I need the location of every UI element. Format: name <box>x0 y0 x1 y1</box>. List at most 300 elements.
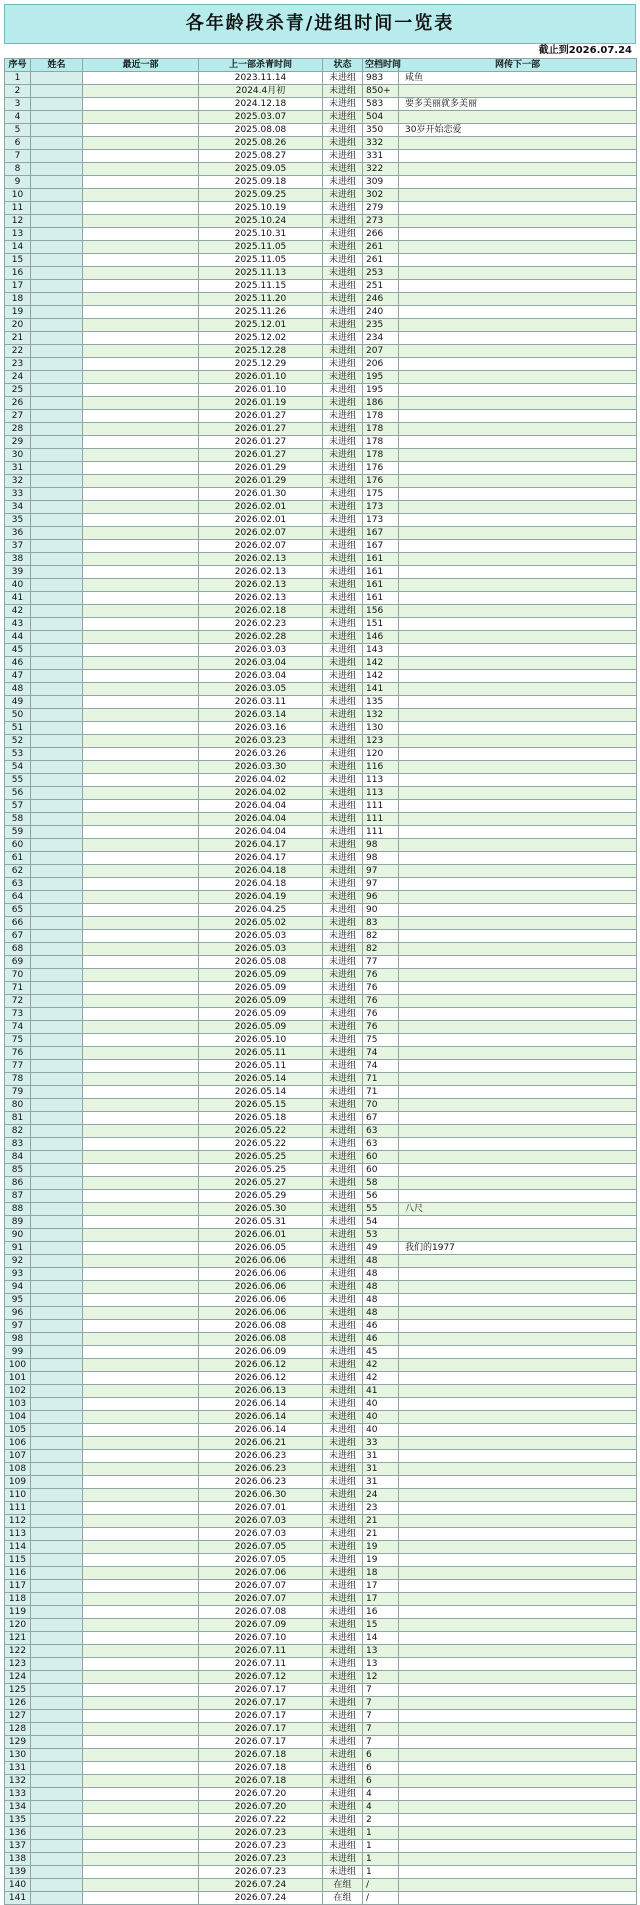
row-no: 23 <box>5 358 31 371</box>
header-name: 姓名 <box>31 59 83 72</box>
row-status: 未进组 <box>323 1489 363 1502</box>
table-row <box>5 1164 637 1177</box>
row-status: 未进组 <box>323 1801 363 1814</box>
row-name <box>31 1216 83 1229</box>
row-no: 13 <box>5 228 31 241</box>
row-gap-days: 70 <box>363 1099 399 1112</box>
row-status: 未进组 <box>323 1775 363 1788</box>
row-next-drama <box>399 449 637 462</box>
row-no: 47 <box>5 670 31 683</box>
row-status: 未进组 <box>323 358 363 371</box>
table-row <box>5 1827 637 1840</box>
row-no: 79 <box>5 1086 31 1099</box>
row-next-drama <box>399 267 637 280</box>
header-status: 状态 <box>323 59 363 72</box>
table-row <box>5 631 637 644</box>
row-no: 4 <box>5 111 31 124</box>
table-row <box>5 709 637 722</box>
row-gap-days: 167 <box>363 527 399 540</box>
row-status: 未进组 <box>323 423 363 436</box>
row-recent-drama <box>83 904 199 917</box>
row-recent-drama <box>83 1307 199 1320</box>
row-recent-drama <box>83 1216 199 1229</box>
row-next-drama <box>399 644 637 657</box>
row-status: 未进组 <box>323 1021 363 1034</box>
row-status: 未进组 <box>323 475 363 488</box>
row-recent-drama <box>83 1697 199 1710</box>
table-row <box>5 1398 637 1411</box>
row-recent-drama <box>83 280 199 293</box>
row-recent-drama <box>83 1112 199 1125</box>
row-name <box>31 1528 83 1541</box>
row-name <box>31 1242 83 1255</box>
table-row <box>5 1502 637 1515</box>
row-status: 未进组 <box>323 371 363 384</box>
row-next-drama <box>399 527 637 540</box>
row-name <box>31 1476 83 1489</box>
row-gap-days: 33 <box>363 1437 399 1450</box>
row-name <box>31 1736 83 1749</box>
row-name <box>31 280 83 293</box>
row-next-drama <box>399 85 637 98</box>
row-wrap-date: 2026.06.23 <box>199 1476 323 1489</box>
row-wrap-date: 2026.06.21 <box>199 1437 323 1450</box>
row-status: 未进组 <box>323 1164 363 1177</box>
row-recent-drama <box>83 1151 199 1164</box>
row-gap-days: 178 <box>363 449 399 462</box>
row-gap-days: 246 <box>363 293 399 306</box>
row-gap-days: 7 <box>363 1710 399 1723</box>
row-recent-drama <box>83 1034 199 1047</box>
row-recent-drama <box>83 1762 199 1775</box>
row-no: 93 <box>5 1268 31 1281</box>
row-wrap-date: 2026.06.30 <box>199 1489 323 1502</box>
row-recent-drama <box>83 1684 199 1697</box>
table-row <box>5 618 637 631</box>
row-wrap-date: 2026.06.08 <box>199 1320 323 1333</box>
row-next-drama <box>399 1749 637 1762</box>
table-row <box>5 1372 637 1385</box>
row-next-drama <box>399 982 637 995</box>
row-next-drama <box>399 761 637 774</box>
row-next-drama <box>399 657 637 670</box>
row-name <box>31 1814 83 1827</box>
row-name <box>31 371 83 384</box>
row-wrap-date: 2026.03.14 <box>199 709 323 722</box>
row-name <box>31 1801 83 1814</box>
row-gap-days: 178 <box>363 410 399 423</box>
table-row <box>5 1281 637 1294</box>
row-wrap-date: 2026.05.27 <box>199 1177 323 1190</box>
row-no: 37 <box>5 540 31 553</box>
row-next-drama <box>399 943 637 956</box>
row-no: 11 <box>5 202 31 215</box>
row-next-drama <box>399 995 637 1008</box>
row-gap-days: 40 <box>363 1424 399 1437</box>
row-name <box>31 839 83 852</box>
row-name <box>31 826 83 839</box>
row-no: 136 <box>5 1827 31 1840</box>
row-no: 132 <box>5 1775 31 1788</box>
row-no: 85 <box>5 1164 31 1177</box>
row-no: 92 <box>5 1255 31 1268</box>
row-next-drama: 八尺 <box>399 1203 637 1216</box>
row-gap-days: 56 <box>363 1190 399 1203</box>
row-wrap-date: 2025.09.18 <box>199 176 323 189</box>
row-status: 未进组 <box>323 1554 363 1567</box>
row-status: 未进组 <box>323 540 363 553</box>
row-no: 2 <box>5 85 31 98</box>
table-row <box>5 1684 637 1697</box>
row-status: 未进组 <box>323 865 363 878</box>
row-name <box>31 930 83 943</box>
row-name <box>31 1593 83 1606</box>
row-name <box>31 670 83 683</box>
row-recent-drama <box>83 1255 199 1268</box>
row-no: 81 <box>5 1112 31 1125</box>
row-no: 76 <box>5 1047 31 1060</box>
row-name <box>31 319 83 332</box>
row-status: 未进组 <box>323 1047 363 1060</box>
row-next-drama <box>399 1060 637 1073</box>
row-wrap-date: 2026.07.09 <box>199 1619 323 1632</box>
row-status: 未进组 <box>323 826 363 839</box>
row-recent-drama <box>83 176 199 189</box>
row-no: 54 <box>5 761 31 774</box>
row-wrap-date: 2026.02.13 <box>199 553 323 566</box>
row-gap-days: 195 <box>363 371 399 384</box>
row-status: 未进组 <box>323 1697 363 1710</box>
row-wrap-date: 2026.07.23 <box>199 1853 323 1866</box>
row-wrap-date: 2026.03.04 <box>199 657 323 670</box>
row-wrap-date: 2025.10.24 <box>199 215 323 228</box>
row-gap-days: 302 <box>363 189 399 202</box>
row-name <box>31 1372 83 1385</box>
row-wrap-date: 2026.01.10 <box>199 384 323 397</box>
row-recent-drama <box>83 319 199 332</box>
row-gap-days: 21 <box>363 1515 399 1528</box>
row-gap-days: 173 <box>363 501 399 514</box>
table-row <box>5 1021 637 1034</box>
row-wrap-date: 2026.06.23 <box>199 1450 323 1463</box>
row-no: 122 <box>5 1645 31 1658</box>
row-recent-drama <box>83 163 199 176</box>
row-name <box>31 1203 83 1216</box>
row-no: 56 <box>5 787 31 800</box>
row-no: 31 <box>5 462 31 475</box>
row-gap-days: 77 <box>363 956 399 969</box>
row-gap-days: 46 <box>363 1320 399 1333</box>
row-name <box>31 1151 83 1164</box>
table-row <box>5 228 637 241</box>
row-no: 8 <box>5 163 31 176</box>
row-name <box>31 852 83 865</box>
row-name <box>31 332 83 345</box>
row-status: 未进组 <box>323 683 363 696</box>
row-wrap-date: 2026.07.11 <box>199 1645 323 1658</box>
table-row <box>5 462 637 475</box>
row-status: 未进组 <box>323 163 363 176</box>
row-next-drama <box>399 865 637 878</box>
table-row <box>5 85 637 98</box>
row-name <box>31 1437 83 1450</box>
row-status: 未进组 <box>323 332 363 345</box>
row-gap-days: 175 <box>363 488 399 501</box>
row-gap-days: 156 <box>363 605 399 618</box>
row-gap-days: / <box>363 1892 399 1905</box>
row-name <box>31 774 83 787</box>
row-gap-days: 97 <box>363 878 399 891</box>
row-next-drama <box>399 1151 637 1164</box>
table-row <box>5 189 637 202</box>
table-row <box>5 527 637 540</box>
row-status: 未进组 <box>323 956 363 969</box>
row-next-drama <box>399 254 637 267</box>
row-no: 140 <box>5 1879 31 1892</box>
row-gap-days: 234 <box>363 332 399 345</box>
row-status: 未进组 <box>323 917 363 930</box>
table-row <box>5 1619 637 1632</box>
table-row <box>5 124 637 137</box>
header-next-drama: 网传下一部 <box>399 59 637 72</box>
row-no: 113 <box>5 1528 31 1541</box>
row-status: 未进组 <box>323 501 363 514</box>
row-wrap-date: 2026.06.06 <box>199 1307 323 1320</box>
row-next-drama <box>399 1567 637 1580</box>
row-status: 未进组 <box>323 462 363 475</box>
row-gap-days: 1 <box>363 1866 399 1879</box>
row-gap-days: 132 <box>363 709 399 722</box>
row-wrap-date: 2026.04.17 <box>199 852 323 865</box>
row-status: 未进组 <box>323 1541 363 1554</box>
row-status: 未进组 <box>323 1216 363 1229</box>
row-recent-drama <box>83 1749 199 1762</box>
row-next-drama <box>399 670 637 683</box>
row-status: 未进组 <box>323 1450 363 1463</box>
table-row <box>5 137 637 150</box>
row-recent-drama <box>83 332 199 345</box>
table-row <box>5 371 637 384</box>
row-wrap-date: 2025.08.26 <box>199 137 323 150</box>
row-name <box>31 1294 83 1307</box>
row-status: 未进组 <box>323 1502 363 1515</box>
row-status: 未进组 <box>323 1333 363 1346</box>
row-next-drama <box>399 1177 637 1190</box>
row-recent-drama <box>83 1125 199 1138</box>
row-recent-drama <box>83 1489 199 1502</box>
row-recent-drama <box>83 1229 199 1242</box>
row-no: 62 <box>5 865 31 878</box>
row-next-drama <box>399 332 637 345</box>
table-row <box>5 1580 637 1593</box>
row-no: 1 <box>5 72 31 85</box>
row-gap-days: 48 <box>363 1307 399 1320</box>
row-wrap-date: 2026.05.11 <box>199 1047 323 1060</box>
row-recent-drama <box>83 1060 199 1073</box>
row-status: 未进组 <box>323 1372 363 1385</box>
row-name <box>31 189 83 202</box>
row-next-drama: 咸鱼 <box>399 72 637 85</box>
row-next-drama <box>399 423 637 436</box>
row-wrap-date: 2026.07.22 <box>199 1814 323 1827</box>
row-next-drama <box>399 1190 637 1203</box>
row-status: 未进组 <box>323 254 363 267</box>
row-next-drama <box>399 540 637 553</box>
row-status: 未进组 <box>323 1346 363 1359</box>
table-row <box>5 1879 637 1892</box>
table-row <box>5 1385 637 1398</box>
table-row <box>5 1203 637 1216</box>
row-recent-drama <box>83 995 199 1008</box>
row-no: 17 <box>5 280 31 293</box>
row-wrap-date: 2026.03.23 <box>199 735 323 748</box>
row-status: 未进组 <box>323 319 363 332</box>
row-gap-days: 135 <box>363 696 399 709</box>
row-gap-days: 58 <box>363 1177 399 1190</box>
row-status: 未进组 <box>323 852 363 865</box>
row-gap-days: 40 <box>363 1398 399 1411</box>
row-name <box>31 514 83 527</box>
row-next-drama <box>399 696 637 709</box>
table-row <box>5 449 637 462</box>
row-next-drama <box>399 137 637 150</box>
row-no: 107 <box>5 1450 31 1463</box>
row-recent-drama <box>83 553 199 566</box>
row-gap-days: 76 <box>363 969 399 982</box>
row-name <box>31 98 83 111</box>
row-gap-days: 1 <box>363 1840 399 1853</box>
row-no: 22 <box>5 345 31 358</box>
row-name <box>31 306 83 319</box>
row-next-drama <box>399 514 637 527</box>
row-name <box>31 540 83 553</box>
row-gap-days: 142 <box>363 670 399 683</box>
row-name <box>31 1853 83 1866</box>
row-status: 未进组 <box>323 839 363 852</box>
row-no: 40 <box>5 579 31 592</box>
table-row <box>5 800 637 813</box>
row-next-drama <box>399 1879 637 1892</box>
row-name <box>31 709 83 722</box>
row-name <box>31 1320 83 1333</box>
row-status: 未进组 <box>323 241 363 254</box>
row-status: 未进组 <box>323 670 363 683</box>
row-name <box>31 1697 83 1710</box>
row-gap-days: 71 <box>363 1086 399 1099</box>
row-no: 63 <box>5 878 31 891</box>
row-gap-days: 46 <box>363 1333 399 1346</box>
row-gap-days: 113 <box>363 787 399 800</box>
row-name <box>31 1788 83 1801</box>
row-status: 未进组 <box>323 813 363 826</box>
row-gap-days: 48 <box>363 1255 399 1268</box>
table-row <box>5 865 637 878</box>
row-gap-days: 2 <box>363 1814 399 1827</box>
row-name <box>31 423 83 436</box>
row-next-drama <box>399 1723 637 1736</box>
row-gap-days: 253 <box>363 267 399 280</box>
row-next-drama: 要多美丽就多美丽 <box>399 98 637 111</box>
row-next-drama <box>399 891 637 904</box>
row-name <box>31 1892 83 1905</box>
row-status: 未进组 <box>323 566 363 579</box>
row-no: 89 <box>5 1216 31 1229</box>
row-name <box>31 111 83 124</box>
row-next-drama <box>399 813 637 826</box>
table-row <box>5 1710 637 1723</box>
row-recent-drama <box>83 943 199 956</box>
row-no: 88 <box>5 1203 31 1216</box>
row-gap-days: 96 <box>363 891 399 904</box>
table-row <box>5 280 637 293</box>
row-wrap-date: 2026.05.22 <box>199 1125 323 1138</box>
row-next-drama <box>399 163 637 176</box>
row-status: 未进组 <box>323 1866 363 1879</box>
table-row <box>5 1853 637 1866</box>
row-next-drama <box>399 917 637 930</box>
row-recent-drama <box>83 1723 199 1736</box>
row-recent-drama <box>83 215 199 228</box>
row-next-drama <box>399 176 637 189</box>
row-status: 未进组 <box>323 1060 363 1073</box>
row-status: 未进组 <box>323 1528 363 1541</box>
row-status: 未进组 <box>323 1268 363 1281</box>
row-status: 未进组 <box>323 1411 363 1424</box>
row-next-drama <box>399 384 637 397</box>
row-no: 3 <box>5 98 31 111</box>
row-status: 未进组 <box>323 1385 363 1398</box>
row-status: 未进组 <box>323 1476 363 1489</box>
row-wrap-date: 2026.06.09 <box>199 1346 323 1359</box>
row-name <box>31 1021 83 1034</box>
row-recent-drama <box>83 293 199 306</box>
row-gap-days: 76 <box>363 1008 399 1021</box>
row-next-drama <box>399 1840 637 1853</box>
row-recent-drama <box>83 488 199 501</box>
row-no: 18 <box>5 293 31 306</box>
row-status: 未进组 <box>323 800 363 813</box>
row-wrap-date: 2026.07.03 <box>199 1528 323 1541</box>
table-row <box>5 410 637 423</box>
row-next-drama <box>399 1398 637 1411</box>
row-no: 64 <box>5 891 31 904</box>
row-wrap-date: 2026.07.05 <box>199 1554 323 1567</box>
row-no: 5 <box>5 124 31 137</box>
row-next-drama <box>399 475 637 488</box>
row-recent-drama <box>83 1268 199 1281</box>
row-gap-days: 98 <box>363 839 399 852</box>
row-status: 未进组 <box>323 969 363 982</box>
row-status: 未进组 <box>323 150 363 163</box>
row-status: 未进组 <box>323 137 363 150</box>
row-name <box>31 657 83 670</box>
row-wrap-date: 2026.04.18 <box>199 865 323 878</box>
row-status: 未进组 <box>323 111 363 124</box>
row-no: 139 <box>5 1866 31 1879</box>
row-no: 41 <box>5 592 31 605</box>
row-no: 48 <box>5 683 31 696</box>
row-gap-days: 45 <box>363 1346 399 1359</box>
row-wrap-date: 2026.07.23 <box>199 1840 323 1853</box>
row-wrap-date: 2026.07.24 <box>199 1892 323 1905</box>
row-status: 未进组 <box>323 1190 363 1203</box>
row-next-drama <box>399 1450 637 1463</box>
row-recent-drama <box>83 839 199 852</box>
row-name <box>31 1567 83 1580</box>
row-no: 138 <box>5 1853 31 1866</box>
row-recent-drama <box>83 1658 199 1671</box>
row-recent-drama <box>83 1554 199 1567</box>
